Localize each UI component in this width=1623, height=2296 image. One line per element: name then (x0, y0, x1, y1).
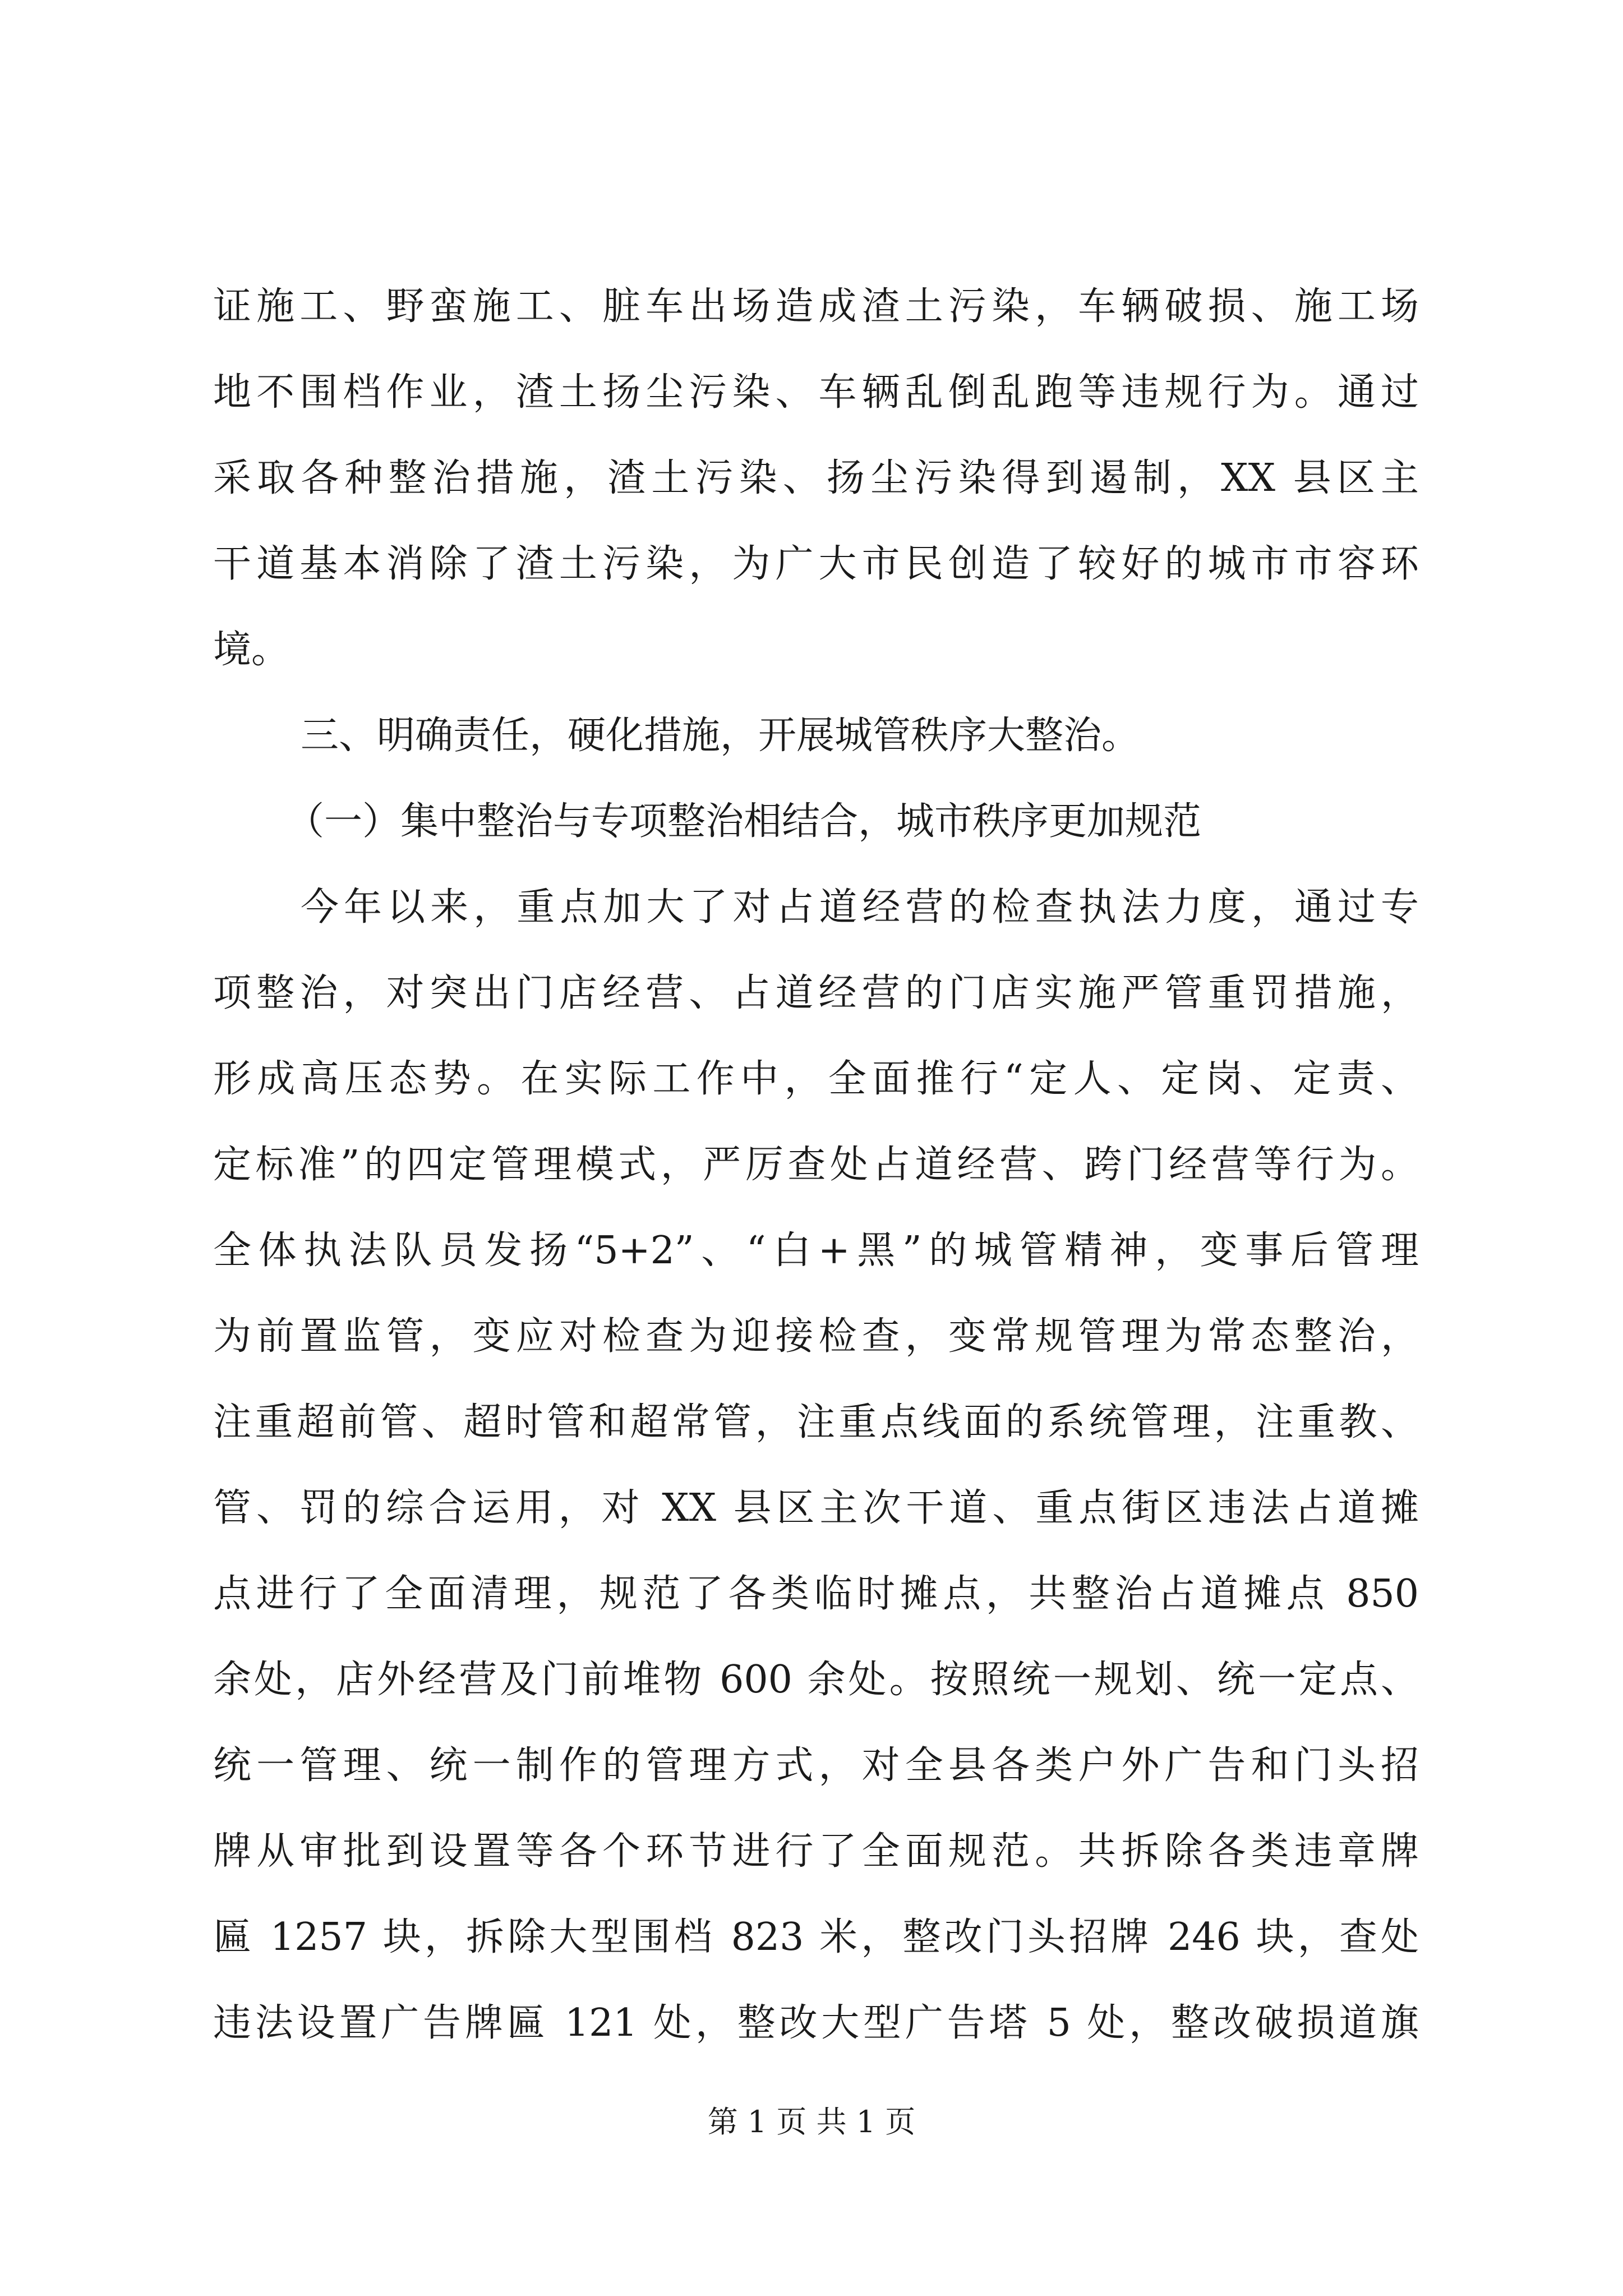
document-body (213, 264, 1419, 2066)
body-line: 干道基本消除了渣土污染，为广大市民创造了较好的城市市容环 (213, 542, 1419, 586)
body-line: 采取各种整治措施，渣土污染、扬尘污染得到遏制，XX 县区主 (213, 456, 1419, 500)
body-line: 匾 1257 块，拆除大型围档 823 米，整改门头招牌 246 块，查处 (213, 1915, 1419, 1959)
body-line: 牌从审批到设置等各个环节进行了全面规范。共拆除各类违章牌 (213, 1829, 1419, 1874)
body-line: 违法设置广告牌匾 121 处，整改大型广告塔 5 处，整改破损道旗 (213, 2001, 1419, 2045)
body-line: 地不围档作业，渣土扬尘污染、车辆乱倒乱跑等违规行为。通过 (213, 370, 1419, 415)
section-heading: 三、明确责任，硬化措施，开展城管秩序大整治。 (301, 714, 1140, 758)
body-line: 全体执法队员发扬“5+2”、“白+黑”的城管精神，变事后管理 (213, 1228, 1419, 1273)
body-line: 境。 (213, 628, 290, 672)
page-footer: 第 1 页 共 1 页 (707, 2104, 916, 2139)
paragraph-first-line: 今年以来，重点加大了对占道经营的检查执法力度，通过专 (301, 885, 1419, 930)
body-line: 管、罚的综合运用，对 XX 县区主次干道、重点街区违法占道摊 (213, 1486, 1419, 1530)
body-line: 项整治，对突出门店经营、占道经营的门店实施严管重罚措施， (213, 971, 1419, 1015)
body-line: 注重超前管、超时管和超常管，注重点线面的系统管理，注重教、 (213, 1400, 1419, 1444)
body-line: 点进行了全面清理，规范了各类临时摊点，共整治占道摊点 850 (213, 1572, 1419, 1616)
body-line: 统一管理、统一制作的管理方式，对全县各类户外广告和门头招 (213, 1743, 1419, 1788)
body-line: 定标准”的四定管理模式，严厉查处占道经营、跨门经营等行为。 (213, 1143, 1419, 1187)
body-line: 余处，店外经营及门前堆物 600 余处。按照统一规划、统一定点、 (213, 1658, 1419, 1702)
body-line: 为前置监管，变应对检查为迎接检查，变常规管理为常态整治， (213, 1314, 1419, 1359)
body-line: 证施工、野蛮施工、脏车出场造成渣土污染，车辆破损、施工场 (213, 284, 1419, 329)
body-line: 形成高压态势。在实际工作中，全面推行“定人、定岗、定责、 (213, 1057, 1419, 1101)
subsection-heading: （一）集中整治与专项整治相结合，城市秩序更加规范 (286, 799, 1202, 844)
